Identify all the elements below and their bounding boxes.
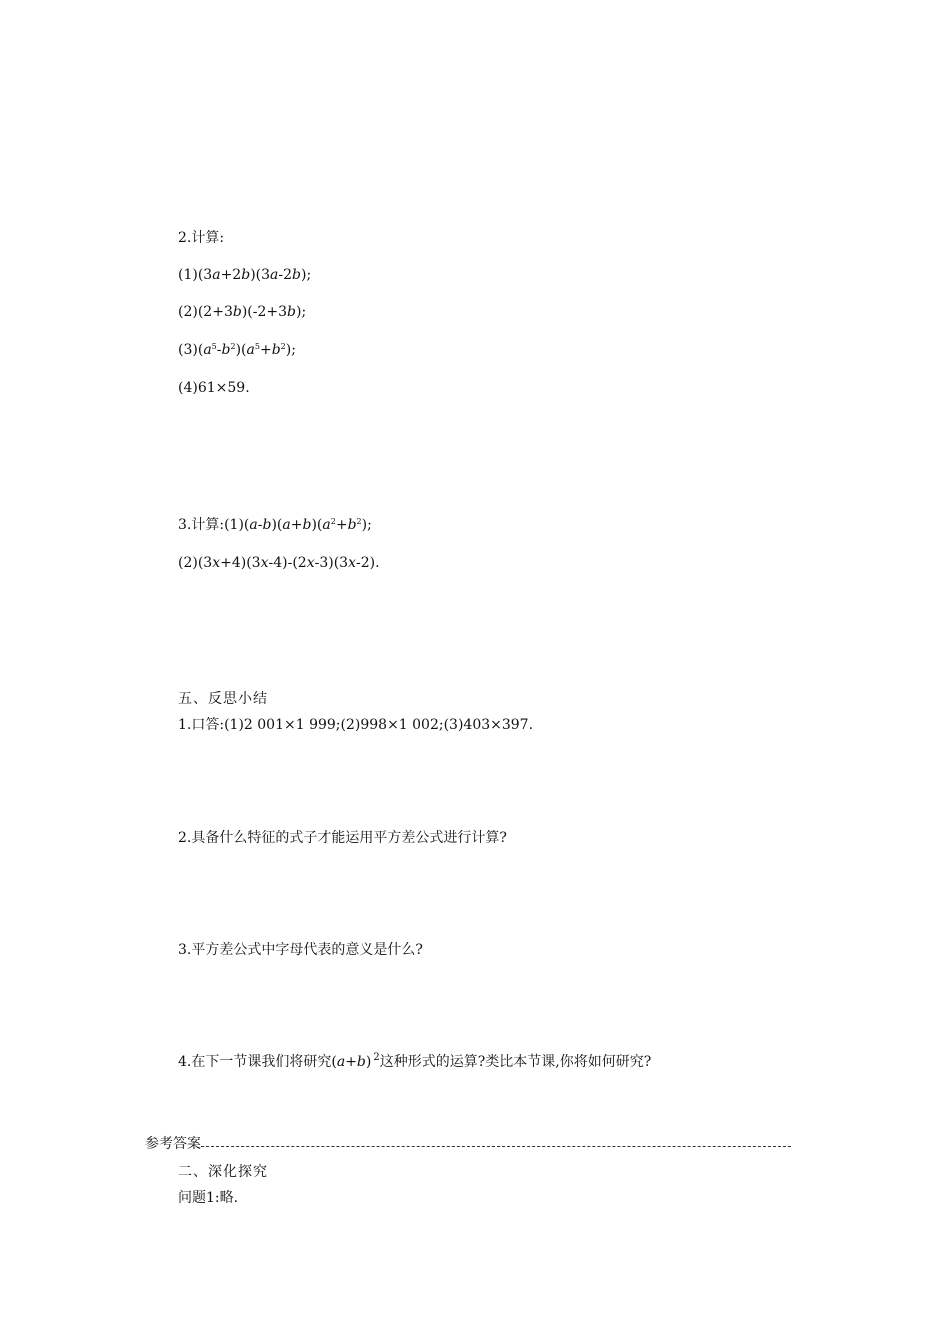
question-2-part-2: (2)(2+3b)(-2+3b);	[178, 304, 307, 320]
answer-key-label: 参考答案	[145, 1136, 201, 1152]
question-2-part-4: (4)61×59.	[178, 380, 250, 396]
question-2-part-3: $(3)(a^5-b^2)(a^5+b^2)$;	[178, 342, 296, 358]
dashed-divider	[201, 1146, 791, 1147]
answer-key-header	[145, 1134, 791, 1154]
reflection-item-3: 3.平方差公式中字母代表的意义是什么?	[178, 942, 423, 958]
reflection-heading: 五、反思小结	[178, 691, 268, 707]
question-3-line-1: 3.计算$:(1)(a-b)(a+b)(a^2+b^2)$;	[178, 517, 372, 533]
answer-section-heading: 二、深化探究	[178, 1164, 268, 1180]
reflection-item-4: 4.在下一节课我们将研究(a+b) $^2$这种形式的运算?类比本节课,你将如何研究?	[178, 1052, 652, 1070]
question-2-part-1: (1)(3a+2b)(3a-2b);	[178, 267, 312, 283]
answer-question-1: 问题1:略.	[178, 1190, 239, 1206]
reflection-item-1: 1.口答:(1)2 001×1 999;(2)998×1 002;(3)403×397.	[178, 717, 534, 733]
reflection-item-2: 2.具备什么特征的式子才能运用平方差公式进行计算?	[178, 830, 507, 846]
question-3-line-2: (2)(3x+4)(3x-4)-(2x-3)(3x-2).	[178, 555, 380, 571]
question-2-title: 2.计算:	[178, 230, 225, 246]
